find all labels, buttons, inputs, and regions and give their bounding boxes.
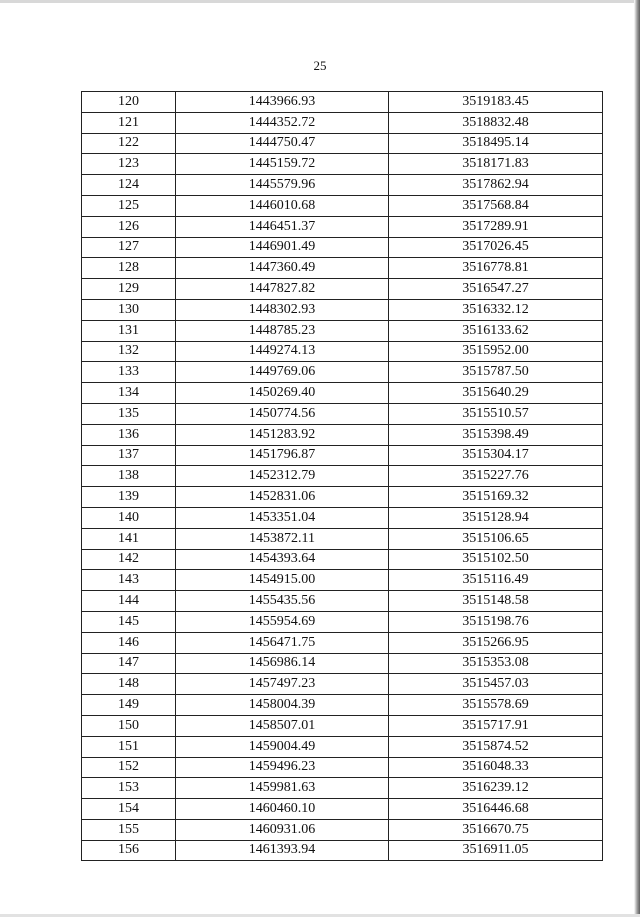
table-row bbox=[82, 695, 603, 716]
y-coordinate-cell: 3519183.45 bbox=[389, 92, 603, 113]
point-number-cell: 136 bbox=[82, 424, 176, 445]
point-number-cell: 128 bbox=[82, 258, 176, 279]
table-row bbox=[82, 611, 603, 632]
table-row bbox=[82, 819, 603, 840]
x-coordinate-cell: 1448785.23 bbox=[176, 320, 389, 341]
y-coordinate-cell: 3518171.83 bbox=[389, 154, 603, 175]
y-coordinate-cell: 3515227.76 bbox=[389, 466, 603, 487]
x-coordinate-cell: 1446451.37 bbox=[176, 216, 389, 237]
point-number-cell: 147 bbox=[82, 653, 176, 674]
x-coordinate-cell: 1445579.96 bbox=[176, 175, 389, 196]
table-row bbox=[82, 466, 603, 487]
table-row bbox=[82, 632, 603, 653]
x-coordinate-cell: 1461393.94 bbox=[176, 840, 389, 861]
table-row bbox=[82, 715, 603, 736]
table-row bbox=[82, 528, 603, 549]
point-number-cell: 130 bbox=[82, 299, 176, 320]
y-coordinate-cell: 3518832.48 bbox=[389, 112, 603, 133]
table-row bbox=[82, 591, 603, 612]
y-coordinate-cell: 3516239.12 bbox=[389, 778, 603, 799]
table-row bbox=[82, 445, 603, 466]
point-number-cell: 139 bbox=[82, 487, 176, 508]
point-number-cell: 140 bbox=[82, 507, 176, 528]
table-row bbox=[82, 383, 603, 404]
table-row bbox=[82, 674, 603, 695]
x-coordinate-cell: 1455435.56 bbox=[176, 591, 389, 612]
y-coordinate-cell: 3515457.03 bbox=[389, 674, 603, 695]
point-number-cell: 127 bbox=[82, 237, 176, 258]
x-coordinate-cell: 1452312.79 bbox=[176, 466, 389, 487]
y-coordinate-cell: 3515128.94 bbox=[389, 507, 603, 528]
coordinates-table-body bbox=[82, 92, 603, 861]
point-number-cell: 145 bbox=[82, 611, 176, 632]
y-coordinate-cell: 3515510.57 bbox=[389, 403, 603, 424]
x-coordinate-cell: 1457497.23 bbox=[176, 674, 389, 695]
y-coordinate-cell: 3518495.14 bbox=[389, 133, 603, 154]
y-coordinate-cell: 3515578.69 bbox=[389, 695, 603, 716]
point-number-cell: 125 bbox=[82, 195, 176, 216]
x-coordinate-cell: 1444352.72 bbox=[176, 112, 389, 133]
table-row bbox=[82, 570, 603, 591]
page-right-edge bbox=[634, 0, 640, 917]
point-number-cell: 138 bbox=[82, 466, 176, 487]
y-coordinate-cell: 3516332.12 bbox=[389, 299, 603, 320]
x-coordinate-cell: 1449274.13 bbox=[176, 341, 389, 362]
point-number-cell: 155 bbox=[82, 819, 176, 840]
y-coordinate-cell: 3516778.81 bbox=[389, 258, 603, 279]
y-coordinate-cell: 3515198.76 bbox=[389, 611, 603, 632]
point-number-cell: 146 bbox=[82, 632, 176, 653]
point-number-cell: 142 bbox=[82, 549, 176, 570]
table-row bbox=[82, 299, 603, 320]
table-row bbox=[82, 362, 603, 383]
x-coordinate-cell: 1449769.06 bbox=[176, 362, 389, 383]
y-coordinate-cell: 3515874.52 bbox=[389, 736, 603, 757]
x-coordinate-cell: 1450774.56 bbox=[176, 403, 389, 424]
x-coordinate-cell: 1443966.93 bbox=[176, 92, 389, 113]
table-row bbox=[82, 175, 603, 196]
point-number-cell: 129 bbox=[82, 279, 176, 300]
table-row bbox=[82, 133, 603, 154]
point-number-cell: 148 bbox=[82, 674, 176, 695]
point-number-cell: 122 bbox=[82, 133, 176, 154]
x-coordinate-cell: 1453351.04 bbox=[176, 507, 389, 528]
point-number-cell: 156 bbox=[82, 840, 176, 861]
point-number-cell: 123 bbox=[82, 154, 176, 175]
y-coordinate-cell: 3516048.33 bbox=[389, 757, 603, 778]
y-coordinate-cell: 3517026.45 bbox=[389, 237, 603, 258]
x-coordinate-cell: 1444750.47 bbox=[176, 133, 389, 154]
y-coordinate-cell: 3516547.27 bbox=[389, 279, 603, 300]
point-number-cell: 154 bbox=[82, 799, 176, 820]
table-row bbox=[82, 736, 603, 757]
point-number-cell: 120 bbox=[82, 92, 176, 113]
point-number-cell: 143 bbox=[82, 570, 176, 591]
point-number-cell: 151 bbox=[82, 736, 176, 757]
y-coordinate-cell: 3515787.50 bbox=[389, 362, 603, 383]
table-row bbox=[82, 237, 603, 258]
x-coordinate-cell: 1459981.63 bbox=[176, 778, 389, 799]
table-row bbox=[82, 403, 603, 424]
x-coordinate-cell: 1445159.72 bbox=[176, 154, 389, 175]
point-number-cell: 135 bbox=[82, 403, 176, 424]
point-number-cell: 149 bbox=[82, 695, 176, 716]
y-coordinate-cell: 3515106.65 bbox=[389, 528, 603, 549]
x-coordinate-cell: 1458004.39 bbox=[176, 695, 389, 716]
table-row bbox=[82, 799, 603, 820]
y-coordinate-cell: 3516911.05 bbox=[389, 840, 603, 861]
table-row bbox=[82, 840, 603, 861]
x-coordinate-cell: 1458507.01 bbox=[176, 715, 389, 736]
y-coordinate-cell: 3515952.00 bbox=[389, 341, 603, 362]
x-coordinate-cell: 1447360.49 bbox=[176, 258, 389, 279]
x-coordinate-cell: 1460931.06 bbox=[176, 819, 389, 840]
point-number-cell: 131 bbox=[82, 320, 176, 341]
table-row bbox=[82, 424, 603, 445]
y-coordinate-cell: 3515266.95 bbox=[389, 632, 603, 653]
point-number-cell: 132 bbox=[82, 341, 176, 362]
point-number-cell: 121 bbox=[82, 112, 176, 133]
point-number-cell: 137 bbox=[82, 445, 176, 466]
table-row bbox=[82, 341, 603, 362]
x-coordinate-cell: 1446901.49 bbox=[176, 237, 389, 258]
x-coordinate-cell: 1453872.11 bbox=[176, 528, 389, 549]
table-row bbox=[82, 216, 603, 237]
x-coordinate-cell: 1446010.68 bbox=[176, 195, 389, 216]
x-coordinate-cell: 1451283.92 bbox=[176, 424, 389, 445]
x-coordinate-cell: 1450269.40 bbox=[176, 383, 389, 404]
coordinates-table bbox=[81, 91, 603, 861]
y-coordinate-cell: 3516133.62 bbox=[389, 320, 603, 341]
table-row bbox=[82, 112, 603, 133]
point-number-cell: 126 bbox=[82, 216, 176, 237]
x-coordinate-cell: 1454915.00 bbox=[176, 570, 389, 591]
y-coordinate-cell: 3515116.49 bbox=[389, 570, 603, 591]
x-coordinate-cell: 1451796.87 bbox=[176, 445, 389, 466]
x-coordinate-cell: 1456986.14 bbox=[176, 653, 389, 674]
y-coordinate-cell: 3515640.29 bbox=[389, 383, 603, 404]
point-number-cell: 124 bbox=[82, 175, 176, 196]
x-coordinate-cell: 1454393.64 bbox=[176, 549, 389, 570]
y-coordinate-cell: 3515398.49 bbox=[389, 424, 603, 445]
x-coordinate-cell: 1452831.06 bbox=[176, 487, 389, 508]
table-row bbox=[82, 507, 603, 528]
point-number-cell: 141 bbox=[82, 528, 176, 549]
x-coordinate-cell: 1447827.82 bbox=[176, 279, 389, 300]
y-coordinate-cell: 3515304.17 bbox=[389, 445, 603, 466]
y-coordinate-cell: 3515102.50 bbox=[389, 549, 603, 570]
table-row bbox=[82, 549, 603, 570]
x-coordinate-cell: 1456471.75 bbox=[176, 632, 389, 653]
table-row bbox=[82, 258, 603, 279]
y-coordinate-cell: 3515148.58 bbox=[389, 591, 603, 612]
point-number-cell: 152 bbox=[82, 757, 176, 778]
x-coordinate-cell: 1448302.93 bbox=[176, 299, 389, 320]
page-number: 25 bbox=[313, 58, 327, 73]
point-number-cell: 153 bbox=[82, 778, 176, 799]
y-coordinate-cell: 3515717.91 bbox=[389, 715, 603, 736]
y-coordinate-cell: 3517862.94 bbox=[389, 175, 603, 196]
table-row bbox=[82, 320, 603, 341]
table-row bbox=[82, 653, 603, 674]
y-coordinate-cell: 3517289.91 bbox=[389, 216, 603, 237]
table-row bbox=[82, 279, 603, 300]
x-coordinate-cell: 1455954.69 bbox=[176, 611, 389, 632]
y-coordinate-cell: 3516446.68 bbox=[389, 799, 603, 820]
table-row bbox=[82, 778, 603, 799]
point-number-cell: 150 bbox=[82, 715, 176, 736]
table-row bbox=[82, 487, 603, 508]
y-coordinate-cell: 3516670.75 bbox=[389, 819, 603, 840]
page-top-edge bbox=[0, 0, 640, 3]
table-row bbox=[82, 154, 603, 175]
y-coordinate-cell: 3515353.08 bbox=[389, 653, 603, 674]
x-coordinate-cell: 1459496.23 bbox=[176, 757, 389, 778]
x-coordinate-cell: 1459004.49 bbox=[176, 736, 389, 757]
table-row bbox=[82, 757, 603, 778]
y-coordinate-cell: 3517568.84 bbox=[389, 195, 603, 216]
x-coordinate-cell: 1460460.10 bbox=[176, 799, 389, 820]
point-number-cell: 134 bbox=[82, 383, 176, 404]
point-number-cell: 133 bbox=[82, 362, 176, 383]
point-number-cell: 144 bbox=[82, 591, 176, 612]
table-row bbox=[82, 92, 603, 113]
table-row bbox=[82, 195, 603, 216]
y-coordinate-cell: 3515169.32 bbox=[389, 487, 603, 508]
